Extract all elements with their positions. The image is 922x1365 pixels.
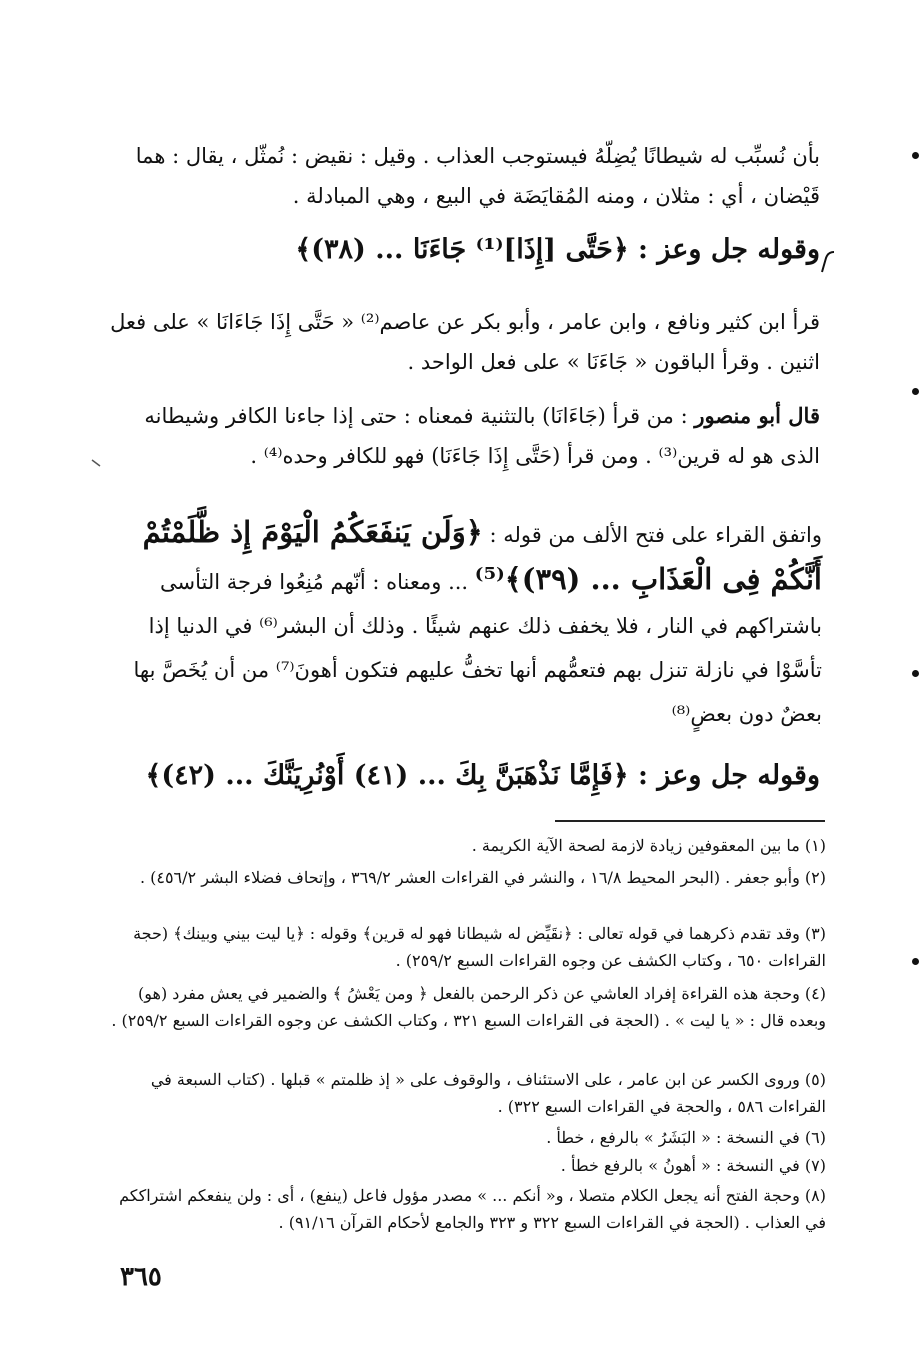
paragraph-4-text: ... ومعناه : أنّهم مُنِعُوا فرجة التأسى باشتراكهم في النار ، فلا يخفف ذلك عنهم شيئًا . وذلك أن البشر⁽⁶⁾ في الدنيا إذا تأسَّوْا في نازلة تنزل بهم فتعمُّهم أنها تخفُّ عليهم فتكون أهونَ⁽⁷⁾ من أن يُخَصَّ بها بعضٌ دون بعضٍ⁽⁸⁾: [133, 570, 822, 726]
paragraph-1: بأن نُسبِّب له شيطانًا يُضِلّهُ فيستوجب العذاب . وقيل : نقيض : نُمثّل ، يقال : هما قَيْضان ، أي : مثلان ، ومنه المُقايَضَة في البيع ، وهي المبادلة .: [135, 144, 820, 208]
verse-heading-38: [120, 228, 820, 272]
verse-text: ﴿حَتَّى [إِذَا]⁽¹⁾ جَاءَنَا ... (٣٨)﴾: [295, 234, 629, 265]
paragraph-3-text: : من قرأ (جَاءَانَا) بالتثنية فمعناه : حتى إذا جاءنا الكافر وشيطانه الذى هو له قرين⁽³⁾ . ومن قرأ (حَتَّى إِذَا جَاءَنَا) فهو للكافر وحده⁽⁴⁾ .: [144, 404, 820, 468]
margin-dot: [912, 152, 919, 159]
footnote-1: (١) ما بين المعقوفين زيادة لازمة لصحة الآية الكريمة .: [471, 836, 826, 855]
verse-prefix: وقوله جل وعز :: [638, 760, 820, 791]
paragraph-4: [100, 510, 822, 736]
margin-stray-mark: [90, 458, 104, 470]
paragraph-3: [100, 396, 820, 476]
footnote-4: (٤) وحجة هذه القراءة إفراد العاشي عن ذكر الرحمن بالفعل ﴿ ومن يَعْشُ ﴾ والضمير في يعش مفرد (هو) وبعده قال : « يا ليت » . (الحجة فى القراءات السبع ٣٢١ ، وكتاب الكشف عن وجوه القراءات السبع ٢٥٩/٢) .: [111, 984, 826, 1030]
margin-tick-mark: [818, 246, 838, 276]
verse-prefix: وقوله جل وعز :: [638, 234, 820, 265]
verse-heading-41-42: [120, 754, 820, 798]
margin-dot: [912, 670, 919, 677]
footnote-2: (٢) وأبو جعفر . (البحر المحيط ١٦/٨ ، والنشر في القراءات العشر ٣٦٩/٢ ، وإتحاف فضلاء البشر ٤٥٦/٢) .: [139, 868, 826, 887]
margin-dot: [912, 958, 919, 965]
author-name: قال أبو منصور: [694, 403, 820, 428]
footnote-3: (٣) وقد تقدم ذكرهما في قوله تعالى : ﴿نقَيِّض له شيطانا فهو له قرين﴾ وقوله : ﴿يا ليت بيني وبينك﴾ (حجة القراءات ٦٥٠ ، وكتاب الكشف عن وجوه القراءات السبع ٢٥٩/٢) .: [133, 924, 826, 970]
page-number: ٣٦٥: [120, 1262, 162, 1292]
verse-text: ﴿فَإِمَّا نَذْهَبَنَّ بِكَ ... (٤١) أَوْنُرِيَنَّكَ ... (٤٢)﴾: [145, 760, 629, 791]
quran-quote-39: ﴿وَلَن يَنفَعَكُمُ الْيَوْمَ إِذ ظَّلَمْتُمْ أَنَّكُمْ فِى الْعَذَابِ ... (٣٩)﴾⁽⁵⁾: [142, 515, 822, 596]
footnote-divider: [555, 820, 825, 822]
footnote-8: (٨) وحجة الفتح أنه يجعل الكلام متصلا ، و« أنكم ... » مصدر مؤول فاعل (ينفع) ، أى : ولن ينفعكم اشتراككم في العذاب . (الحجة في القراءات السبع ٣٢٢ و ٣٢٣ والجامع لأحكام القرآن ٩١/١٦) .: [119, 1186, 826, 1232]
footnote-5: (٥) وروى الكسر عن ابن عامر ، على الاستئناف ، والوقوف على « إذ ظلمتم » قبلها . (كتاب السبعة في القراءات ٥٨٦ ، والحجة في القراءات السبع ٣٢٢) .: [150, 1070, 826, 1116]
footnote-7: (٧) في النسخة : « أهونُ » بالرفع خطأ .: [560, 1156, 826, 1175]
footnote-6: (٦) في النسخة : « البَشَرُ » بالرفع ، خطأ .: [546, 1128, 826, 1147]
paragraph-2: قرأ ابن كثير ونافع ، وابن عامر ، وأبو بكر عن عاصم⁽²⁾ « حَتَّى إِذَا جَاءَانَا » على فعل اثنين . وقرأ الباقون « جَاءَنَا » على فعل الواحد .: [110, 310, 820, 374]
margin-dot: [912, 388, 919, 395]
paragraph-4-intro: واتفق القراء على فتح الألف من قوله :: [489, 523, 822, 547]
